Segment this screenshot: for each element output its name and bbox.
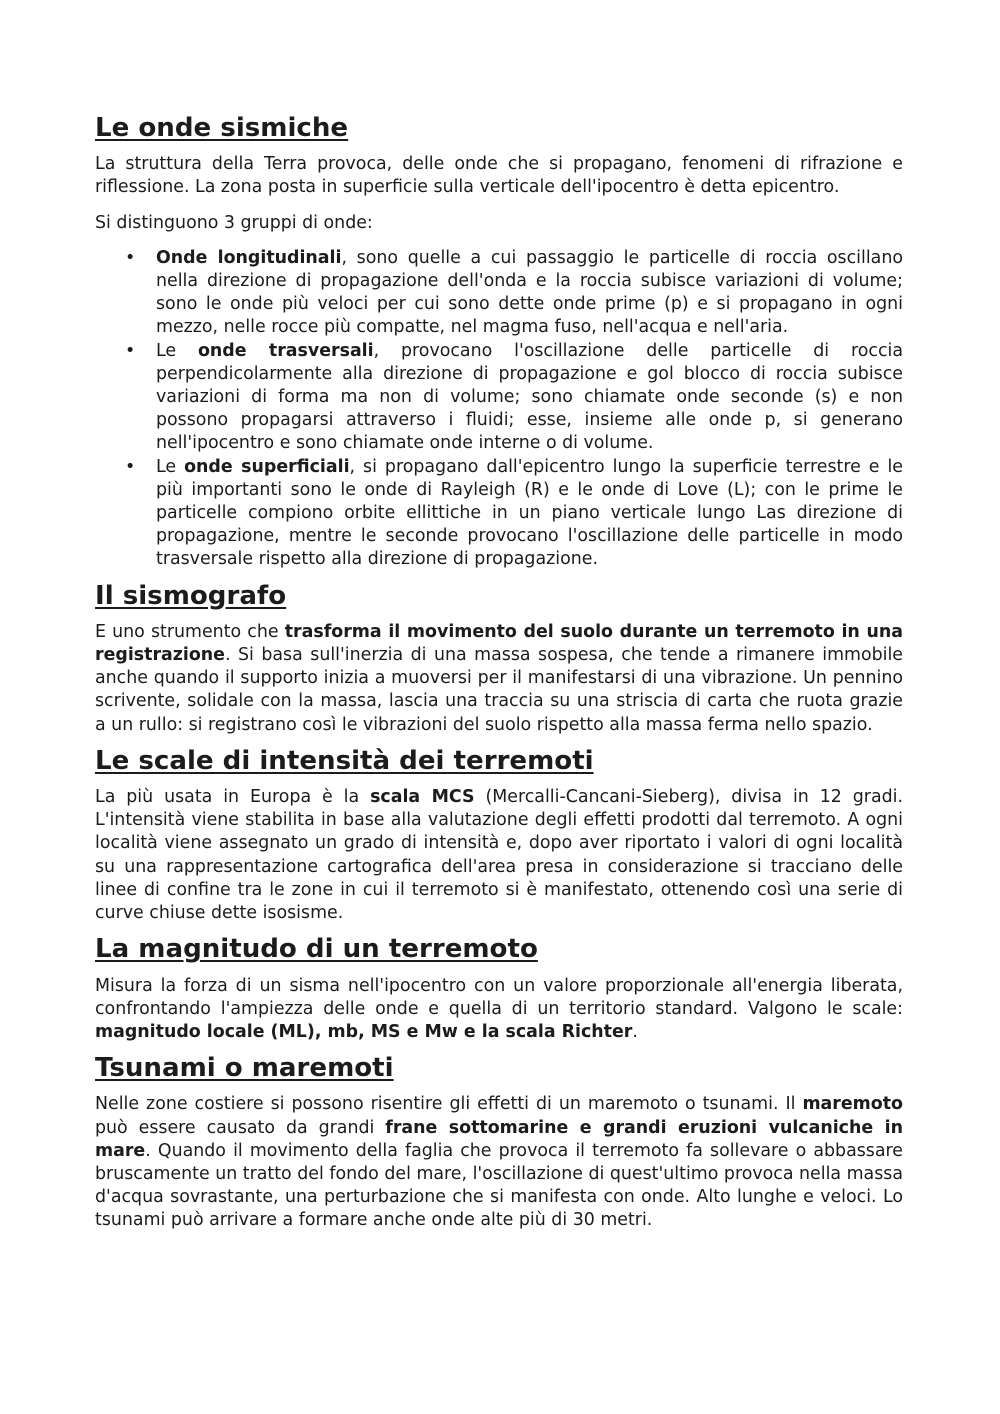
- paragraph-text: La più usata in Europa è la: [95, 787, 371, 808]
- paragraph-onde-gruppi: Si distinguono 3 gruppi di onde:: [95, 212, 373, 233]
- paragraph-bold: scala MCS: [370, 787, 475, 808]
- paragraph-text: .: [632, 1021, 638, 1042]
- paragraph-bold: maremoto: [802, 1094, 903, 1115]
- paragraph-text: Nelle zone costiere si possono risentire gli effetti di un maremoto o tsunami. Il: [95, 1094, 803, 1115]
- list-item-text: , provocano l'oscillazione delle particelle di roccia perpendicolarmente alla direzione di propagazione e gol blocco di roccia subisce variazioni di forma ma non di volume; sono chiamate onde seconde (s) e non possono propagarsi attraverso i fluidi; esse, insieme alle onde p, si generano nell'ipocentro e sono chiamate onde interne o di volume.: [156, 340, 903, 454]
- list-item-text: Le: [156, 340, 198, 361]
- heading-scale-intensita: Le scale di intensità dei terremoti: [95, 745, 594, 776]
- list-item-onde-trasversali: [156, 340, 903, 456]
- paragraph-text: . Quando il movimento della faglia che provoca il terremoto fa sollevare o abbassare bruscamente un tratto del fondo del mare, l'oscillazione di quest'ultimo provoca nella massa d'acqua sovrastante, una perturbazione che si manifesta con onde. Alto lunghe e veloci. Lo tsunami può arrivare a formare anche onde alte più di 30 metri.: [95, 1140, 903, 1231]
- list-item-text: , sono quelle a cui passaggio le particelle di roccia oscillano nella direzione di propagazione dell'onda e la roccia subisce variazioni di volume; sono le onde più veloci per cui sono dette onde prime (p) e si propagano in ogni mezzo, nelle rocce più compatte, nel magma fuso, nell'acqua e nell'aria.: [156, 247, 903, 338]
- paragraph-text: E uno strumento che: [95, 621, 285, 642]
- heading-onde-sismiche: Le onde sismiche: [95, 113, 349, 143]
- list-item-onde-superficiali: [156, 456, 903, 572]
- paragraph-text: . Si basa sull'inerzia di una massa sospesa, che tende a rimanere immobile anche quando il supporto inizia a muoversi per il manifestarsi di una vibrazione. Un pennino scrivente, solidale con la massa, lascia una traccia su una striscia di carta che ruota grazie a un rullo: si registrano così le vibrazioni del suolo rispetto alla massa ferma nello spazio.: [95, 645, 903, 735]
- paragraph-scale-intensita: [95, 786, 903, 925]
- list-item-bold-term: onde trasversali: [197, 340, 374, 361]
- paragraph-text: può essere causato da grandi: [95, 1117, 386, 1138]
- heading-magnitudo: La magnitudo di un terremoto: [95, 934, 538, 965]
- list-item-text: Le: [156, 456, 185, 477]
- heading-sismografo: Il sismografo: [95, 580, 287, 611]
- paragraph-sismografo: [95, 621, 903, 737]
- list-item-bold-term: Onde longitudinali: [156, 247, 342, 268]
- paragraph-text: (Mercalli-Cancani-Sieberg), divisa in 12 gradi. L'intensità viene stabilita in base alla valutazione degli effetti prodotti dal terremoto. A ogni località viene assegnato un grado di intensità e, dopo aver riportato i valori di ogni località su una rappresentazione cartografica dell'area presa in considerazione si tracciano delle linee di confine tra le zone in cui il terremoto si è manifestato, ottenendo così una serie di curve chiuse dette isosisme.: [95, 787, 904, 924]
- paragraph-bold: frane sottomarine e grandi eruzioni vulcaniche in mare: [95, 1117, 903, 1161]
- paragraph-magnitudo: [95, 975, 903, 1045]
- paragraph-onde-intro: La struttura della Terra provoca, delle onde che si propagano, fenomeni di rifrazione e riflessione. La zona posta in superficie sulla verticale dell'ipocentro è detta epicentro.: [95, 154, 903, 198]
- paragraph-text: Misura la forza di un sisma nell'ipocentro con un valore proporzionale all'energia liberata, confrontando l'ampiezza delle onde e quella di un territorio standard. Valgono le scale:: [95, 975, 903, 1019]
- paragraph-bold: trasforma il movimento del suolo durante un terremoto in una registrazione: [95, 621, 903, 666]
- heading-tsunami: Tsunami o maremoti: [95, 1053, 394, 1084]
- wave-types-list: [95, 247, 903, 572]
- list-item-text: , si propagano dall'epicentro lungo la superficie terrestre e le più importanti sono le onde di Rayleigh (R) e le onde di Love (L); con le prime le particelle compiono orbite ellittiche in un piano verticale lungo Las direzione di propagazione, mentre le seconde provocano l'oscillazione delle particelle in modo trasversale rispetto alla direzione di propagazione.: [156, 456, 903, 570]
- paragraph-bold: magnitudo locale (ML), mb, MS e Mw e la scala Richter: [95, 1021, 633, 1042]
- list-item-onde-longitudinali: [156, 247, 903, 340]
- list-item-bold-term: onde superficiali: [184, 456, 350, 477]
- document-page: [95, 113, 904, 1233]
- paragraph-tsunami: [95, 1093, 903, 1232]
